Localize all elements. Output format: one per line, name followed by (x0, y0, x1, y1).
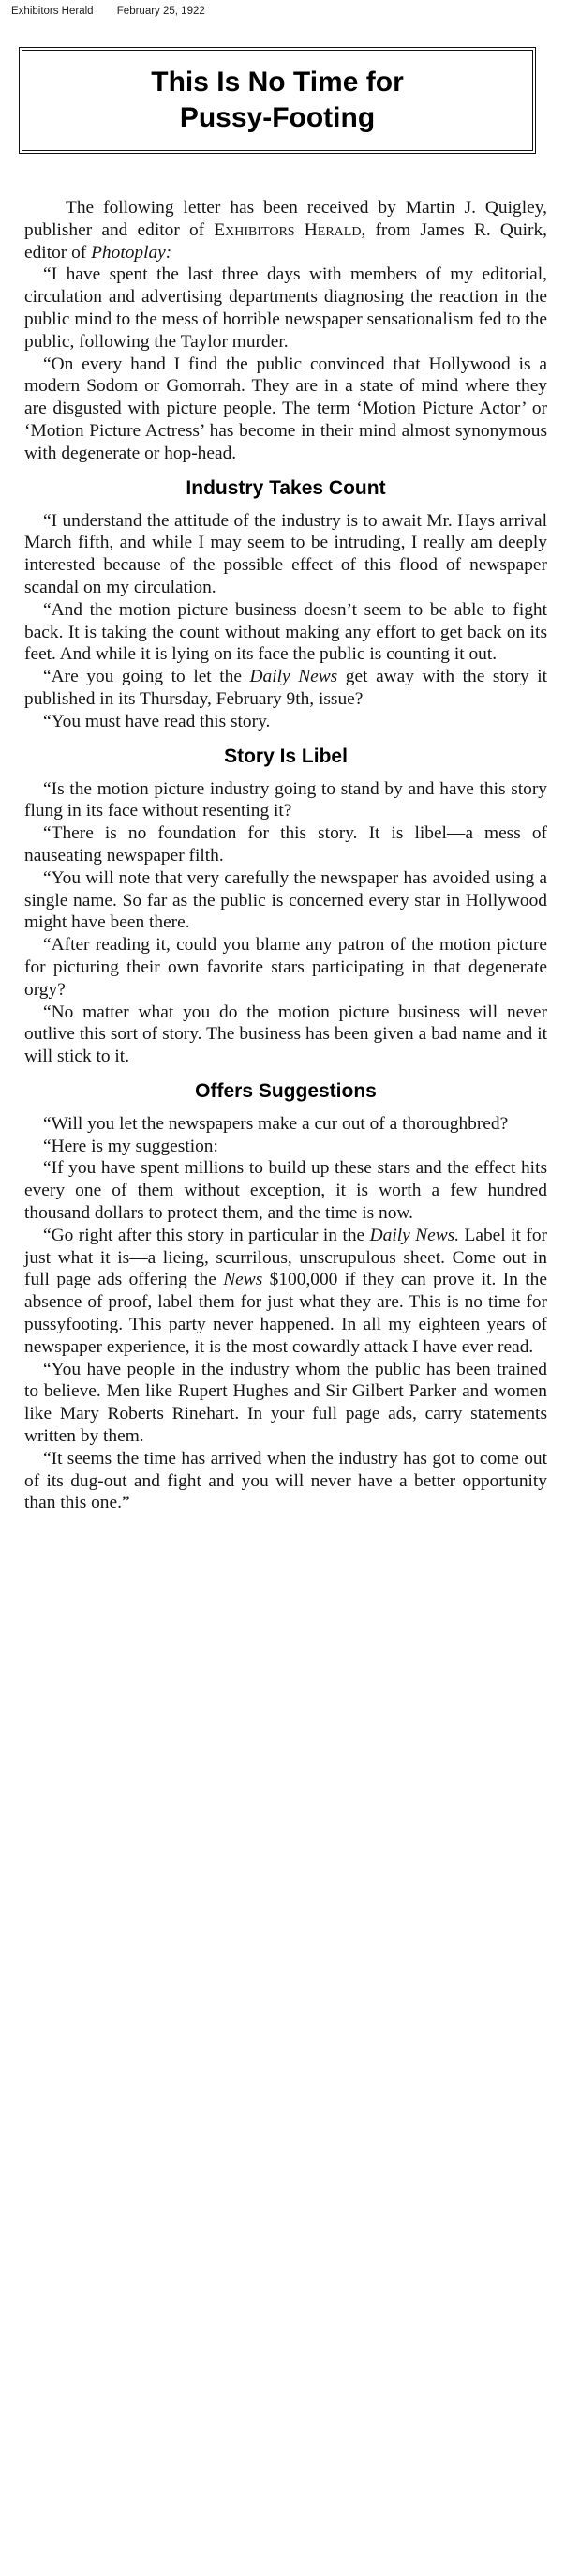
text-span: $100,000 if they can prove it. In the absence of proof, label them for just what they are. This is no time for pussyfooting. This party never happened. In all my eighteen years of newspaper experience, it is the most cowardly attack I have ever read. (24, 1270, 547, 1357)
paragraph: “No matter what you do the motion picture business will never outlive this sort of story. The business has been given a bad name and it will stick to it. (24, 1002, 547, 1067)
paragraph (24, 666, 547, 711)
paragraph: “Is the motion picture industry going to stand by and have this story flung in its face without resenting it? (24, 778, 547, 821)
subhead-story-is-libel: Story Is Libel (224, 745, 348, 767)
paragraph: “I have spent the last three days with members of my editorial, circulation and advertising departments diagnosing the reaction in the public mind to the mess of horrible newspaper sensationalism fed to the public, following the Taylor murder. (24, 264, 547, 352)
headline-line-1: This Is No Time for (151, 67, 404, 98)
text-span: “Are you going to let the (43, 667, 250, 687)
intro-middle: , from James R. Quirk, editor of (24, 219, 547, 263)
newspaper-name: Daily News (249, 667, 338, 687)
newspaper-short-name: News (223, 1270, 263, 1290)
subhead-offers-suggestions: Offers Suggestions (195, 1079, 377, 1102)
headline-line-2: Pussy-Footing (179, 102, 376, 133)
paragraph: “Will you let the newspapers make a cur out of a thoroughbred? (43, 1113, 509, 1134)
publication-name: Exhibitors Herald (11, 6, 94, 17)
page-header (11, 6, 205, 17)
paragraph (24, 1225, 547, 1359)
intro-magazine: Exhibitors Herald (214, 219, 362, 240)
paragraph: “There is no foundation for this story. It is libel—a mess of nauseating newspaper filth. (24, 823, 547, 866)
paragraph: “You have people in the industry whom the public has been trained to believe. Men like Rupert Hughes and Sir Gilbert Parker and women like Mary Roberts Rinehart. In your full page ads, carry statements written by them. (24, 1359, 547, 1447)
intro-quirk-magazine: Photoplay: (91, 242, 172, 263)
paragraph: “You will note that very carefully the newspaper has avoided using a single name. So far as the public is concerned every star in Hollywood might have been there. (24, 867, 547, 933)
subhead-industry-takes-count: Industry Takes Count (186, 476, 386, 499)
intro-lead: The following letter has been received by Martin J. Quigley, publisher and editor of (24, 198, 547, 240)
text-span: get away with the story it published in its Thursday, February 9th, issue? (24, 667, 548, 709)
article-body (24, 197, 547, 1514)
paragraph: “You must have read this story. (43, 711, 271, 731)
paragraph: “Here is my suggestion: (43, 1136, 218, 1156)
headline-box (19, 47, 536, 154)
text-span: Label it for just what it is—a lieing, scurrilous, unscrupulous sheet. Come out in full page ads offering the (24, 1225, 547, 1290)
paragraph: “And the motion picture business doesn’t seem to be able to fight back. It is taking the count without making any effort to get back on its feet. And while it is lying on its face the public is counting it out. (24, 599, 547, 665)
paragraph: “I understand the attitude of the industry is to await Mr. Hays arrival March fifth, and while I may seem to be intruding, I really am deeply interested because of the possible effect of this flood of newspaper scandal on my circulation. (24, 510, 547, 597)
paragraph: “After reading it, could you blame any patron of the motion picture for picturing their own favorite stars participating in that degenerate orgy? (24, 935, 547, 1000)
paragraph: “If you have spent millions to build up these stars and the effect hits every one of them without exception, it is worth a few hundred thousand dollars to protect them, and the time is now. (24, 1158, 547, 1224)
newspaper-name: Daily News. (369, 1225, 460, 1245)
issue-date: February 25, 1922 (116, 6, 205, 17)
intro-paragraph (24, 197, 547, 264)
paragraph: “It seems the time has arrived when the industry has got to come out of its dug-out and fight and you will never have a better opportunity than this one.” (24, 1448, 547, 1514)
text-span: “Go right after this story in particular in the (43, 1225, 370, 1245)
paragraph: “On every hand I find the public convinced that Hollywood is a modern Sodom or Gomorrah. They are in a state of mind where they are disgusted with picture people. The term ‘Motion Picture Actor’ or ‘Motion Picture Actress’ has become in their mind almost synonymous with degenerate or hop-head. (24, 354, 547, 463)
